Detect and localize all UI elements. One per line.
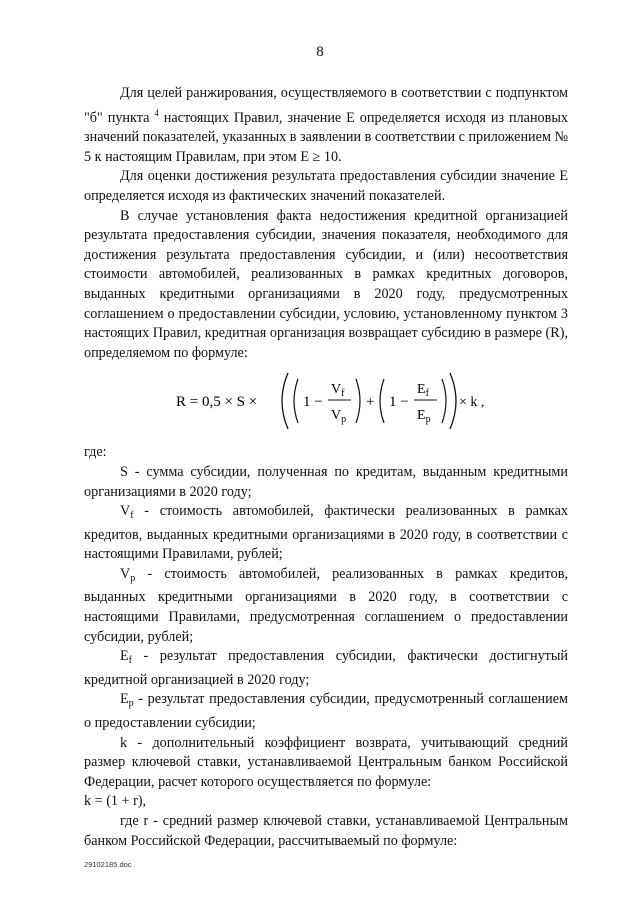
definition-ep: $E_p$ - результат предоставления субсидии, предусмотренный соглашением о предоставлении субсидии; — [84, 691, 568, 732]
where-label: где: — [84, 444, 107, 461]
formula-num-b: $E_f$ — [417, 382, 429, 400]
paren-a-right — [356, 379, 360, 423]
formula-den-a: $V_p$ — [331, 408, 347, 426]
definition-k: k - дополнительный коэффициент возврата, учитывающий средний размер ключевой ставки, устанавливаемой Центральным банком Российской Федерации, расчет которого осуществляется по формуле: — [84, 734, 568, 790]
paren-a-left — [294, 379, 298, 423]
formula-num-a: $V_f$ — [331, 382, 345, 400]
paragraph-ranking-rest: настоящих Правил, значение Е определяется исходя из плановых значений показателей, указанных в заявлении в соответствии с приложением № 5 к настоящим Правилам, при этом Е ≥ 10. — [84, 109, 569, 165]
k-formula: k = (1 + r), — [84, 793, 147, 810]
paragraph-refund: В случае установления факта недостижения кредитной организацией результата предоставления субсидии, значения показателя, необходимого для достижения результата предоставления субсидии, и (или) несоответствия стоимости автомобилей, реализованных в рамках кредитных договоров, выданных кредитными организациями в 2020 году, предусмотренных соглашением о предоставлении субсидии, условию, установленному пунктом 3 настоящих Правил, кредитная организация возвращает субсидию в размере (R), определяемом по формуле: — [84, 207, 568, 361]
formula-one-b: 1 − — [389, 394, 409, 411]
outer-paren-left — [282, 373, 288, 429]
paragraph-ranking — [84, 84, 568, 167]
definition-r: где r - средний размер ключевой ставки, устанавливаемой Центральным банком Российской Федерации, рассчитываемый по формуле: — [84, 813, 568, 849]
formula-lhs: R = 0,5 × S × — [176, 394, 258, 411]
superscript: 4 — [154, 107, 159, 118]
footer-filename: 29102185.doc — [84, 860, 132, 869]
paren-b-right — [442, 379, 446, 423]
definition-vp: $V_p$ - стоимость автомобилей, реализованных в рамках кредитов, выданных кредитными организациями в 2020 году, в соответствии с настоящими Правилами, предусмотренная соглашением о предоставлении субсидии, рублей; — [84, 565, 568, 645]
formula-tail: × k , — [459, 395, 485, 411]
paragraph-evaluation: Для оценки достижения результата предоставления субсидии значение Е определяется исходя из фактических значений показателей. — [84, 168, 568, 204]
document-body — [84, 84, 568, 851]
definition-vf: $V_f$ - стоимость автомобилей, фактически реализованных в рамках кредитов, выданных кредитными организациями в 2020 году, в соответствии с настоящими Правилами, рублей; — [84, 503, 568, 563]
refund-formula — [84, 369, 568, 433]
refund-formula-graphic — [176, 369, 485, 433]
definition-s: S - сумма субсидии, полученная по кредитам, выданным кредитными организациями в 2020 году; — [84, 463, 568, 500]
definition-ef: $E_f$ - результат предоставления субсидии, фактически достигнутый кредитной организацией в 2020 году; — [84, 648, 568, 688]
formula-plus: + — [366, 394, 375, 411]
outer-paren-right — [450, 373, 456, 429]
paren-b-left — [380, 379, 384, 423]
formula-den-b: $E_p$ — [417, 408, 431, 426]
page-number: 8 — [316, 44, 324, 60]
formula-one-a: 1 − — [303, 394, 323, 411]
paragraph-ranking-text: Для целей ранжирования, осуществляемого в соответствии с подпунктом "б" пункта — [84, 85, 568, 126]
